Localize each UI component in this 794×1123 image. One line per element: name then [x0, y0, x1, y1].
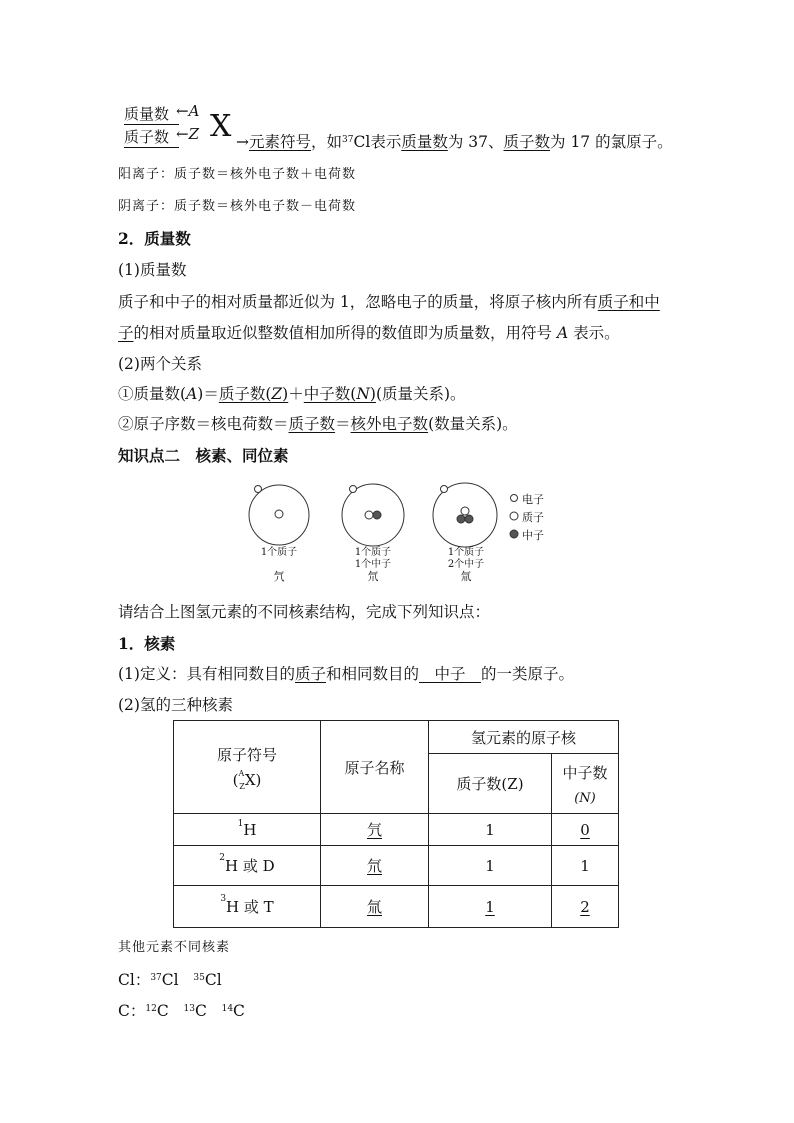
- electron-icon: [255, 486, 262, 493]
- text: ①质量数(: [118, 385, 187, 403]
- text: X): [244, 770, 262, 789]
- text: H 或 D: [225, 857, 275, 875]
- cell-name: 氚: [321, 886, 429, 928]
- text: Cl: [161, 971, 179, 989]
- legend-proton: 质子: [522, 511, 544, 524]
- neutron-icon: [465, 515, 473, 523]
- symbol: N: [356, 385, 370, 403]
- text: 表示: [370, 133, 402, 151]
- blank-proton: 质子: [294, 665, 326, 683]
- subheading: (2)两个关系: [118, 355, 202, 373]
- anion-rule: 阴离子：质子数＝核外电子数－电荷数: [118, 199, 357, 214]
- text: C: [233, 1002, 245, 1020]
- section-heading: 2．质量数: [118, 229, 191, 248]
- atom-caption: [250, 547, 308, 583]
- proton-icon: [365, 511, 373, 519]
- text: (数量关系)。: [428, 415, 518, 433]
- blank-mass-number: 质量数: [401, 133, 448, 151]
- atom-name: 氘: [367, 570, 379, 583]
- text: 表示。: [568, 324, 620, 342]
- legend-electron-icon: [511, 495, 518, 502]
- atom-caption: [437, 547, 495, 583]
- text: H 或 T: [226, 898, 274, 916]
- mass-sup: 37: [150, 973, 162, 983]
- table-row: [174, 846, 619, 886]
- mass-sup: 12: [145, 1004, 157, 1014]
- text: 的一类原子。: [481, 665, 575, 683]
- proton-number-label: 质子数: [124, 128, 170, 146]
- cation-rule: 阳离子：质子数＝核外电子数＋电荷数: [118, 167, 357, 182]
- text: 和相同数目的: [325, 665, 419, 683]
- cell-neutron: 0: [552, 814, 619, 846]
- blank-electrons: 核外电子数: [350, 415, 429, 433]
- carbon-isotopes: [118, 1001, 245, 1021]
- proton-icon: [275, 510, 283, 518]
- mass-sup: 2: [219, 853, 226, 863]
- cell-symbol: [174, 886, 321, 928]
- text: ＝: [335, 415, 351, 433]
- text: ): [369, 385, 376, 403]
- caption-line: 1个质子: [354, 547, 392, 558]
- definition: [118, 664, 574, 684]
- cell-neutron: 1: [552, 846, 619, 886]
- header-neutron-count: [552, 754, 619, 814]
- neutron-icon: [457, 515, 465, 523]
- text: (质量关系)。: [375, 385, 466, 403]
- mass-sup: 35: [193, 973, 205, 983]
- mass-sup: 3: [220, 894, 227, 904]
- legend-proton-icon: [510, 512, 518, 520]
- text: 为 37、: [447, 133, 504, 151]
- header-atom-symbol: [174, 721, 321, 814]
- blank-element-symbol: 元素符号: [249, 133, 312, 151]
- text: 中子数(: [303, 385, 357, 403]
- cell-name: 氘: [321, 846, 429, 886]
- header-proton-count: 质子数(Z): [429, 754, 552, 814]
- symbol: A: [186, 385, 198, 403]
- header-atom-name: 原子名称: [321, 721, 429, 814]
- subheading: (2)氢的三种核素: [118, 696, 233, 714]
- text: 质子数(: [218, 385, 272, 403]
- atom-caption: [344, 547, 402, 583]
- arrow-icon: →: [236, 133, 249, 151]
- cell-name: 氕: [321, 814, 429, 846]
- header-text: 原子符号: [216, 745, 277, 764]
- element-x: X: [210, 109, 232, 144]
- symbol: Z: [271, 385, 283, 403]
- caption-line: 1个中子: [354, 559, 392, 570]
- text: C：: [118, 1002, 146, 1020]
- blank-neutron: 中子: [419, 665, 482, 683]
- mass-sup: 37: [342, 135, 354, 145]
- electron-icon: [350, 486, 357, 493]
- caption-line: 1个质子: [447, 547, 485, 558]
- knowledge-point-heading: 知识点二 核素、同位素: [118, 446, 289, 465]
- text: ②原子序数＝核电荷数＝: [118, 415, 289, 433]
- text: ，如: [311, 133, 343, 151]
- caption-line: 1个质子: [260, 547, 298, 558]
- neutron-icon: [373, 511, 381, 519]
- cell-neutron: 2: [552, 886, 619, 928]
- text: C: [194, 1002, 207, 1020]
- hydrogen-nuclide-table: [173, 720, 619, 928]
- atom-name: 氕: [273, 570, 285, 583]
- text: (: [232, 770, 239, 789]
- mass-sup: A: [238, 768, 245, 778]
- text: Cl：: [118, 971, 151, 989]
- text: )＝: [197, 385, 219, 403]
- text: 质子和中子的相对质量都近似为 1，忽略电子的质量，将原子核内所有: [118, 293, 598, 311]
- prompt-text: 请结合上图氢元素的不同核素结构，完成下列知识点：: [118, 603, 491, 621]
- header-text: 中子数: [562, 763, 608, 782]
- mass-sup: 14: [221, 1004, 234, 1014]
- atom-deuterium: [342, 484, 404, 546]
- arrow-z: ←Z: [176, 125, 199, 143]
- table-row: [174, 814, 619, 846]
- other-elements-heading: 其他元素不同核素: [118, 940, 231, 955]
- mass-sup: 1: [237, 818, 244, 829]
- chlorine-isotopes: [118, 970, 222, 990]
- legend-neutron: 中子: [522, 529, 544, 542]
- text: H: [243, 820, 257, 839]
- text: ): [282, 385, 289, 403]
- table-row: [174, 886, 619, 928]
- cell-symbol: [174, 814, 321, 846]
- subheading: (1)质量数: [118, 261, 187, 279]
- mass-sup: 13: [183, 1004, 195, 1014]
- header-nucleus: 氢元素的原子核: [429, 721, 619, 754]
- text: C: [156, 1002, 169, 1020]
- mass-number-label: 质量数: [124, 105, 170, 123]
- cell-symbol: [174, 846, 321, 886]
- header-text: (N): [574, 790, 596, 806]
- cell-proton: 1: [429, 886, 552, 928]
- cell-proton: 1: [429, 846, 552, 886]
- electron-icon: [441, 486, 448, 493]
- blank-proton: 质子数: [288, 415, 336, 433]
- text: 为 17 的氯原子。: [550, 133, 673, 151]
- text: Cl: [353, 133, 371, 151]
- proton-icon: [461, 507, 469, 515]
- atom-protium: [249, 485, 309, 545]
- legend-neutron-icon: [510, 530, 518, 538]
- text: (1)定义：具有相同数目的: [118, 665, 295, 683]
- arrow-a: ←A: [176, 102, 200, 120]
- blank-proton-number: 质子数: [503, 133, 551, 151]
- blank-protons-neutrons: 子: [118, 324, 134, 342]
- text: Cl: [204, 971, 222, 989]
- cell-proton: 1: [429, 814, 552, 846]
- text: ＋: [288, 385, 304, 403]
- section-heading: 1．核素: [118, 634, 176, 653]
- atom-name: 氚: [460, 570, 472, 583]
- atom-tritium: [433, 483, 497, 547]
- blank-protons-neutrons: 质子和中: [597, 293, 660, 311]
- symbol-a: A: [556, 324, 569, 342]
- text: 的相对质量取近似整数值相加所得的数值即为质量数，用符号: [133, 324, 557, 342]
- legend-electron: 电子: [522, 493, 544, 506]
- atomic-sub: Z: [239, 781, 245, 791]
- caption-line: 2个中子: [447, 559, 485, 570]
